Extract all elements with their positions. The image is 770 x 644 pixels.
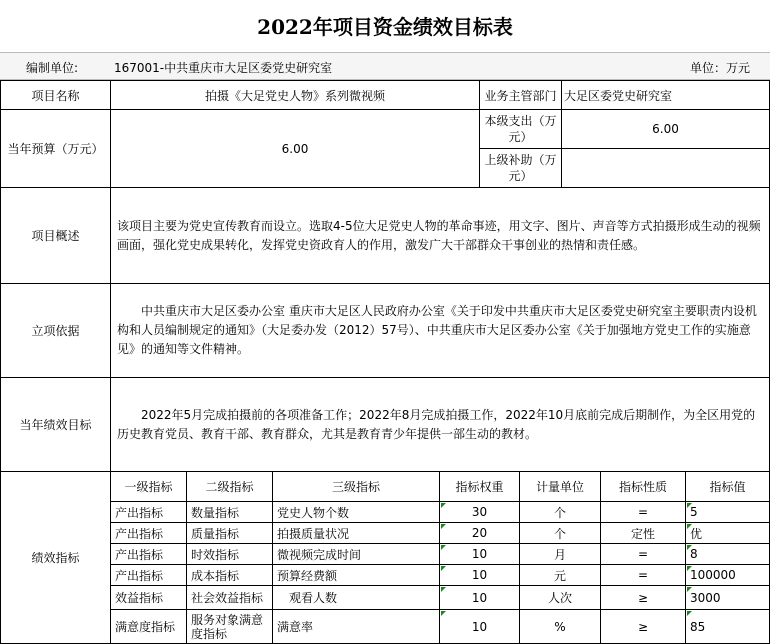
basis-label: 立项依据 [0,284,111,378]
goal-text: 2022年5月完成拍摄前的各项准备工作；2022年8月完成拍摄工作，2022年10月底前完成后期制作，为全区用党的历史教育党员、教育干部、教育群众，尤其是教育青少年提供一部生动的教材。 [111,378,770,472]
indicator-nature: ≥ [601,610,686,644]
header-bar [0,52,770,80]
overview-text: 该项目主要为党史宣传教育而设立。选取4-5位大足党史人物的革命事迹，用文字、图片、声音等方式拍摄形成生动的视频画面，强化党史成果转化，发挥党史资政育人的作用，激发广大干部群众干事创业的热情和责任感。 [111,188,770,284]
indicator-level3: 预算经费额 [273,565,440,586]
upper-subsidy-value [562,149,770,188]
indicators-label: 绩效指标 [0,472,111,644]
indicator-value: 100000 [686,565,770,586]
indicator-weight: 10 [440,610,520,644]
indicator-level1: 效益指标 [111,586,187,610]
indicator-level3: 观看人数 [273,586,440,610]
indicator-nature: ≥ [601,586,686,610]
basis-text: 中共重庆市大足区委办公室 重庆市大足区人民政府办公室《关于印发中共重庆市大足区委党史研究室主要职责内设机构和人员编制规定的通知》（大足委办发（2012）57号）、中共重庆市大足区委办公室《关于加强地方党史工作的实施意见》的通知等文件精神。 [111,284,770,378]
unit-value: 167001-中共重庆市大足区委党史研究室 [114,60,333,75]
col-header-level1: 一级指标 [111,472,187,502]
indicator-value: 优 [686,523,770,544]
indicator-value: 5 [686,502,770,523]
indicator-unit: % [520,610,601,644]
dept-value: 大足区委党史研究室 [562,80,770,110]
upper-subsidy-label: 上级补助（万元） [480,149,562,188]
indicator-level1: 产出指标 [111,565,187,586]
indicator-nature: = [601,544,686,565]
indicator-level1: 满意度指标 [111,610,187,644]
overview-label: 项目概述 [0,188,111,284]
indicator-weight: 10 [440,544,520,565]
indicator-level2: 社会效益指标 [187,586,273,610]
indicator-weight: 10 [440,586,520,610]
indicator-level3: 拍摄质量状况 [273,523,440,544]
indicator-value: 3000 [686,586,770,610]
indicator-unit: 人次 [520,586,601,610]
col-header-weight: 指标权重 [440,472,520,502]
money-unit: 单位：万元 [690,60,751,75]
indicator-unit: 个 [520,523,601,544]
indicator-weight: 20 [440,523,520,544]
project-name-label: 项目名称 [0,80,111,110]
project-name-value: 拍摄《大足党史人物》系列微视频 [111,80,480,110]
indicator-unit: 个 [520,502,601,523]
indicator-value: 8 [686,544,770,565]
unit-label: 编制单位: [26,60,79,75]
dept-label: 业务主管部门 [480,80,562,110]
indicator-level2: 数量指标 [187,502,273,523]
col-header-value: 指标值 [686,472,770,502]
indicator-nature: = [601,502,686,523]
col-header-level3: 三级指标 [273,472,440,502]
indicator-level1: 产出指标 [111,523,187,544]
indicator-level3: 党史人物个数 [273,502,440,523]
local-spending-label: 本级支出（万元） [480,110,562,149]
indicator-level1: 产出指标 [111,502,187,523]
indicator-unit: 月 [520,544,601,565]
indicator-weight: 10 [440,565,520,586]
indicator-level2: 质量指标 [187,523,273,544]
indicator-level3: 满意率 [273,610,440,644]
indicator-level1: 产出指标 [111,544,187,565]
indicator-value: 85 [686,610,770,644]
col-header-level2: 二级指标 [187,472,273,502]
budget-value: 6.00 [111,110,480,188]
indicator-level2: 时效指标 [187,544,273,565]
indicator-unit: 元 [520,565,601,586]
indicator-nature: 定性 [601,523,686,544]
indicator-level3: 微视频完成时间 [273,544,440,565]
indicator-nature: = [601,565,686,586]
budget-label: 当年预算（万元） [0,110,111,188]
col-header-unit: 计量单位 [520,472,601,502]
goal-label: 当年绩效目标 [0,378,111,472]
col-header-nature: 指标性质 [601,472,686,502]
main-table [0,80,770,644]
indicator-level2: 成本指标 [187,565,273,586]
sheet-title: 2022年项目资金绩效目标表 [257,14,513,39]
indicator-level2: 服务对象满意度指标 [187,610,273,644]
local-spending-value: 6.00 [562,110,770,149]
indicator-weight: 30 [440,502,520,523]
